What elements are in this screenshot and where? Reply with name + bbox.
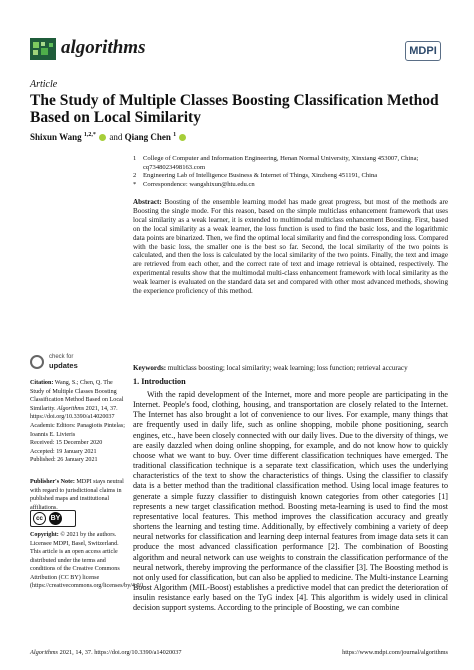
citation-label: Citation: xyxy=(30,380,54,386)
citation-journal: Algorithms xyxy=(57,405,85,412)
cc-by-license-badge[interactable] xyxy=(30,510,76,527)
affiliation-text: Engineering Lab of Intelligence Business & Internet of Things, Xinzheng 451191, China xyxy=(143,172,378,180)
journal-name: algorithms xyxy=(61,37,146,58)
publisher-note xyxy=(30,478,126,512)
paper-title: The Study of Multiple Classes Boosting Classification Method Based on Local Similarity xyxy=(30,92,439,126)
abstract-label: Abstract: xyxy=(133,198,162,206)
section-heading: 1. Introduction xyxy=(133,377,186,386)
check-for-updates-badge[interactable] xyxy=(30,353,90,375)
published-date: Published: 26 January 2021 xyxy=(30,457,98,463)
editorial-block xyxy=(30,422,126,465)
affiliation-text: Correspondence: wangshixun@htu.edu.cn xyxy=(143,180,255,188)
affiliation-number: 2 xyxy=(133,172,137,180)
orcid-icon[interactable] xyxy=(179,134,186,141)
academic-editors: Academic Editors: Panagiotis Pintelas; Ioannis E. Livieris xyxy=(30,423,125,438)
affiliations xyxy=(133,155,448,189)
author-name: Shixun Wang xyxy=(30,132,82,142)
abstract-text: Boosting of the ensemble learning model has made great progress, but most of the methods are Boosting the single mode. For this reason, based on the simple multiclass enhancement framework that uses local similarity as a weak learner, it is extended to multimodal multiclass enhancement Boosting. First, based on the local similarity as a weak learner, the loss function is used to find the basic loss, and the logarithmic data points are binarized. Then, we find the optimal local similarity and find the corresponding loss. Compared with the basic loss, the smaller one is the best so far. Second, the local similarity of the two points is calculated, and then the loss is calculated by the local similarity of the two points. Finally, the text and image are retrieved from each other, and the correct rate of text and image retrieval is obtained, respectively. The experimental results show that the multimodal multi-class enhancement framework with local similarity as the weak learner is evaluated on the standard data set and compared with other most advanced methods, showing the experience proficiency of this method. xyxy=(133,198,448,296)
affiliation-text: College of Computer and Information Engineering, Henan Normal University, Xinxiang 453007, China; cq7348023498163.com xyxy=(143,155,419,171)
author-superscript: 1,2,* xyxy=(83,132,96,138)
affiliation-item xyxy=(133,155,448,172)
author-superscript: 1 xyxy=(173,132,177,138)
copyright-text: © 2021 by the authors. Licensee MDPI, Basel, Switzerland. This article is an open access article distributed under the terms and conditions of the Creative Commons Attribution (CC BY) license (https://creativecommons.org/licenses/by/4.0/). xyxy=(30,532,145,589)
accepted-date: Accepted: 19 January 2021 xyxy=(30,448,97,455)
introduction-paragraph: With the rapid development of the Internet, more and more people are participating in the Internet. People's food, clothing, housing, and transportation are closely related to the Internet. The Internet has also brought a lot of convenience to our lives. For example, many things that are frequently used in daily life, such as online shopping, mobile phone positioning, search engines, etc., have been closely connected with our daily lives. Due to the diversity of things, we are easily dazzled when doing online shopping, for example, and do not know how to quickly choose what we want to buy. Over time different classification techniques have emerged. The traditional classification technique is a separate text classification, which uses the underlying characteristics of the text to show the characteristics of things. Using the classifier to classify data is a better method than the traditional classification method. Using local image features to generate a simple fuzzy classifier to distinguish known categories from other categories [1] represents a new target classification method. Boosting meta-learning is used to find the most representative local features. This method improves the classification accuracy and greatly shortens the learning and testing time. Additionally, by effectively combining a variety of deep neural networks for classification and learning deep internal features from image data sets it can produce the most advanced classification performance [2]. The combination of Boosting algorithm and neural network can use weights to constrain the classification performance of the neural network, thereby improving the performance of the classifier [3]. The Boosting method is not only used for classification, but can also be applied to medicine. The Multi-instance Learning Boost Algorithm (MIL-Boost) establishes a predictive model that can predict the deterioration of insulin resistance early based on the TyG index [4]. This algorithm is widely used in clinical decision support systems. According to the principle of Boosting, we can combine xyxy=(133,390,448,613)
footer-url[interactable]: https://www.mdpi.com/journal/algorithms xyxy=(342,649,448,656)
abstract xyxy=(133,198,448,296)
received-date: Received: 15 December 2020 xyxy=(30,440,103,446)
page-footer xyxy=(30,649,448,656)
check-updates-line1: check for xyxy=(49,354,74,360)
copyright-label: Copyright: xyxy=(30,532,59,538)
attribution-icon: BY xyxy=(49,512,62,525)
citation-doi[interactable]: 2021, 14, 37. https://doi.org/10.3390/a14020037 xyxy=(30,405,118,420)
citation-block xyxy=(30,379,126,422)
publisher-note-text: MDPI stays neutral with regard to jurisdictional claims in published maps and institutional affiliations. xyxy=(30,479,124,511)
author-name: Qiang Chen xyxy=(124,132,171,142)
affiliation-number: * xyxy=(133,180,137,188)
article-type: Article xyxy=(30,79,58,90)
keywords-text: multiclass boosting; local similarity; weak learning; loss function; retrieval accuracy xyxy=(167,364,408,372)
citation-text: Wang, S.; Chen, Q. The Study of Multiple Classes Boosting Classification Method Based on Local Similarity. xyxy=(30,380,124,412)
author-list xyxy=(30,132,187,142)
footer-citation[interactable]: 2021, 14, 37. https://doi.org/10.3390/a14020037 xyxy=(59,649,182,656)
copyright-block xyxy=(30,531,145,591)
publisher-note-label: Publisher's Note: xyxy=(30,479,75,485)
orcid-icon[interactable] xyxy=(99,134,106,141)
affiliation-item xyxy=(133,172,448,181)
footer-journal: Algorithms xyxy=(30,649,58,656)
author-connector: and xyxy=(109,132,123,142)
check-updates-line2: updates xyxy=(49,361,78,370)
mdpi-logo[interactable]: MDPI xyxy=(405,41,441,61)
keywords xyxy=(133,364,448,373)
affiliation-number: 1 xyxy=(133,155,137,162)
refresh-icon xyxy=(30,355,44,369)
keywords-label: Keywords: xyxy=(133,364,167,372)
journal-logo-icon xyxy=(30,38,56,60)
affiliation-item xyxy=(133,181,448,190)
creative-commons-icon: cc xyxy=(33,512,46,525)
